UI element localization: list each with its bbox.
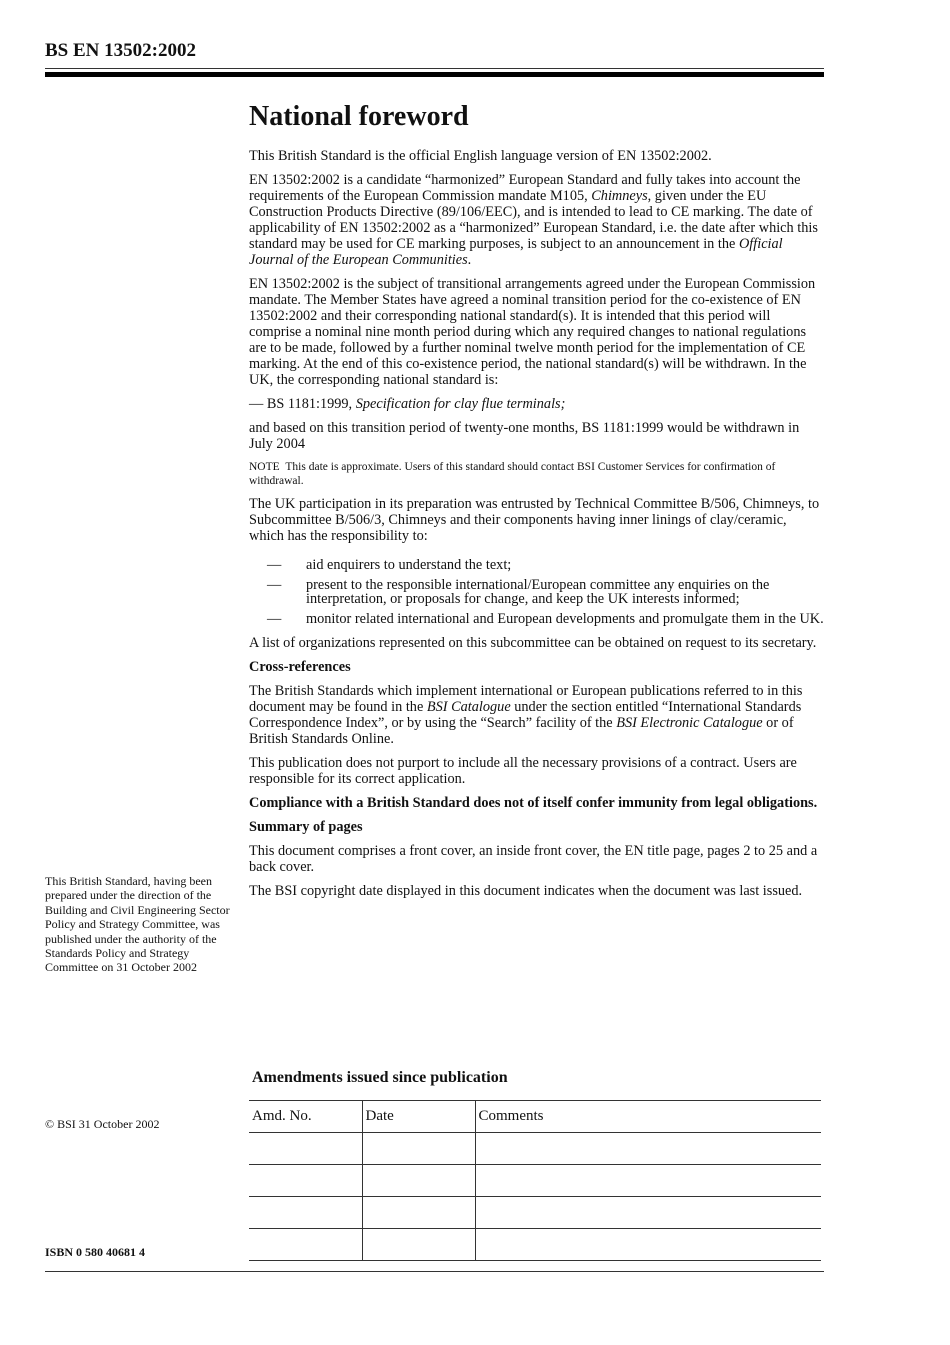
summary-heading: Summary of pages bbox=[249, 819, 363, 835]
paragraph-7: A list of organizations represented on this subcommittee can be obtained on request to its secretary. bbox=[249, 635, 817, 651]
list-item: — monitor related international and European developments and promulgate them in the UK. bbox=[267, 611, 824, 627]
paragraph-4: — BS 1181:1999, Specification for clay flue terminals; bbox=[249, 396, 566, 412]
document-id: BS EN 13502:2002 bbox=[45, 40, 196, 61]
table-cell bbox=[362, 1197, 475, 1229]
responsibility-list bbox=[249, 558, 824, 626]
paragraph-8: The British Standards which implement international or European publications referred to in this document may be found in the BSI Catalogue under the section entitled “International Standards Correspondence Index”, or by using the “Search” facility of the BSI Electronic Catalogue or of British Standards Online. bbox=[249, 683, 803, 747]
table-header-row bbox=[249, 1101, 821, 1133]
table-row bbox=[249, 1197, 821, 1229]
column-header-amd-no: Amd. No. bbox=[249, 1101, 362, 1133]
table-cell bbox=[249, 1165, 362, 1197]
paragraph-9: This publication does not purport to include all the necessary provisions of a contract. Users are responsible for its correct application. bbox=[249, 755, 797, 787]
table-cell bbox=[249, 1197, 362, 1229]
header-rule-thick bbox=[45, 72, 824, 77]
page-title: National foreword bbox=[249, 101, 469, 132]
paragraph-5: and based on this transition period of twenty-one months, BS 1181:1999 would be withdrawn in July 2004 bbox=[249, 420, 800, 452]
amendments-title: Amendments issued since publication bbox=[252, 1069, 508, 1086]
footer-rule bbox=[45, 1271, 824, 1272]
amendments-table bbox=[249, 1100, 821, 1261]
cross-references-heading: Cross-references bbox=[249, 659, 351, 675]
column-header-comments: Comments bbox=[475, 1101, 821, 1133]
table-row bbox=[249, 1133, 821, 1165]
paragraph-11: The BSI copyright date displayed in this document indicates when the document was last issued. bbox=[249, 883, 803, 899]
table-cell bbox=[249, 1229, 362, 1261]
table-row bbox=[249, 1165, 821, 1197]
isbn: ISBN 0 580 40681 4 bbox=[45, 1245, 146, 1259]
note: NOTE This date is approximate. Users of this standard should contact BSI Customer Services for confirmation of withdrawal. bbox=[249, 461, 776, 487]
table-cell bbox=[475, 1229, 821, 1261]
column-header-date: Date bbox=[362, 1101, 475, 1133]
table-cell bbox=[475, 1133, 821, 1165]
paragraph-1: This British Standard is the official English language version of EN 13502:2002. bbox=[249, 148, 712, 164]
paragraph-10: This document comprises a front cover, an inside front cover, the EN title page, pages 2 to 25 and a back cover. bbox=[249, 843, 818, 875]
table-cell bbox=[362, 1165, 475, 1197]
table-row bbox=[249, 1229, 821, 1261]
table-cell bbox=[362, 1133, 475, 1165]
copyright-notice: © BSI 31 October 2002 bbox=[45, 1117, 160, 1131]
header-rule-thin bbox=[45, 68, 824, 69]
paragraph-6: The UK participation in its preparation was entrusted by Technical Committee B/506, Chimneys, to Subcommittee B/506/3, Chimneys and their components having inner linings of clay/ceramic, which has the responsibility to: bbox=[249, 496, 820, 544]
foreword-body bbox=[249, 100, 824, 907]
compliance-statement: Compliance with a British Standard does not of itself confer immunity from legal obligations. bbox=[249, 795, 818, 811]
approval-note: This British Standard, having been prepared under the direction of the Building and Civil Engineering Sector Policy and Strategy Committee, was published under the authority of the Standards Policy and Strategy Committee on 31 October 2002 bbox=[45, 874, 230, 975]
table-cell bbox=[475, 1165, 821, 1197]
paragraph-3: EN 13502:2002 is the subject of transitional arrangements agreed under the European Commission mandate. The Member States have agreed a nominal transition period for the co-existence of EN 13502:2002 and their corresponding national standard(s). It is intended that this period will comprise a nominal nine month period during which any required changes to national regulations are to be made, followed by a further nominal twelve month period for the implementation of CE marking. At the end of this co-existence period, the national standard(s) will be withdrawn. In the UK, the corresponding national standard is: bbox=[249, 276, 816, 388]
paragraph-2: EN 13502:2002 is a candidate “harmonized” European Standard and fully takes into account the requirements of the European Commission mandate M105, Chimneys, given under the EU Construction Products Directive (89/106/EEC), and is intended to lead to CE marking. The date of applicability of EN 13502:2002 as a “harmonized” European Standard, i.e. the date after which this standard may be used for CE marking purposes, is subject to an announcement in the Official Journal of the European Communities. bbox=[249, 172, 818, 268]
list-item: — present to the responsible international/European committee any enquiries on the interpretation, or proposals for change, and keep the UK interests informed; bbox=[267, 577, 770, 607]
table-cell bbox=[475, 1197, 821, 1229]
table-cell bbox=[249, 1133, 362, 1165]
table-cell bbox=[362, 1229, 475, 1261]
list-item: — aid enquirers to understand the text; bbox=[267, 557, 512, 573]
